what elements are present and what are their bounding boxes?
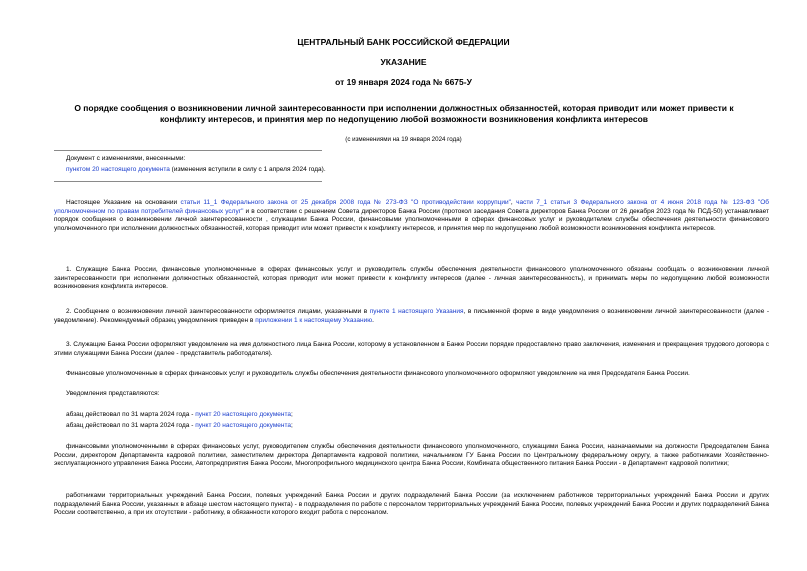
p2-text-2: , в письменной форме в виде уведомления о возникновении личной заинтересованности (далее - уведомление). Рекомендуемый образец уведомления приведен в <box>54 308 769 324</box>
changes-note-text: (изменения вступили в силу с 1 апреля 2024 года). <box>169 166 326 173</box>
paragraph-6: финансовыми уполномоченными в сферах финансовых услуг, руководителем службы обеспечения деятельности финансового уполномоченного, служащими Банка России, назначаемыми на должности Председателем Банка России, директором Департамента кадровой политики, заместителем директора Департамента кадровой политики, начальником ГУ Банка России по Центральному федеральному округу, а также работниками Хозяйственно-эксплуатационного управления Банка России, Автопредприятия Банка России, Многопрофильного медицинского центра Банка России, Комбината общественного питания Банка России - в Департамент кадровой политики; <box>54 443 769 468</box>
document-title: О порядке сообщения о возникновении личной заинтересованности при исполнении должностных обязанностей, которая приводит или может привести к конфликту интересов, и принятия мер по недопущению любой возможности возникновения конфликта интересов <box>74 103 734 124</box>
paragraph-5: Уведомления представляются: <box>66 390 160 397</box>
p2-text-1: 2. Сообщение о возникновении личной заинтересованности оформляется лицами, указанными в <box>66 308 370 315</box>
paragraph-1: 1. Служащие Банка России, финансовые уполномоченные в сферах финансовых услуг и руководитель службы обеспечения деятельности финансового уполномоченного обязаны сообщать о возникновении личной заинтересованности при исполнении должностных обязанностей, которая приводит или может привести к конфликту интересов (далее - личная заинтересованность), и принимать меры по недопущению любой возможности возникновения конфликта интересов. <box>54 266 769 291</box>
law-273-fz-link[interactable]: статьи 11_1 Федерального закона от 25 декабря 2008 года № 273-ФЗ "О противодействии коррупции" <box>180 199 511 206</box>
document-date-number: от 19 января 2024 года № 6675-У <box>335 77 472 87</box>
changes-divider-bottom <box>54 181 322 182</box>
point-20-link-2[interactable]: пункт 20 настоящего документа <box>195 422 292 429</box>
paragraph-3: 3. Служащие Банка России оформляют уведомление на имя должностного лица Банка России, которому в установленном в Банке России порядке предоставлено право заключения, изменения и прекращения трудового договора с этими служащими Банка России (далее - представитель работодателя). <box>54 341 769 357</box>
document-type-heading: УКАЗАНИЕ <box>380 57 427 67</box>
paragraph-2 <box>54 308 769 325</box>
paragraph-7: работниками территориальных учреждений Банка России, полевых учреждений Банка России и других подразделений Банка России (за исключением работников территориальных учреждений Банка России и других подразделений Банка России, указанных в абзаце шестом настоящего пункта) - в подразделения по работе с персоналом территориальных учреждений Банка России, полевых учреждений Банка России и других подразделений Банка России соответственно, а при их отсутствии - работнику, в обязанности которого входит работа с персоналом. <box>54 492 769 517</box>
expired-clause-2-end: ; <box>291 422 293 429</box>
expired-clause-1 <box>54 411 769 420</box>
p2-text-3: . <box>372 316 374 324</box>
intro-text-3: и в соответствии с решением Совета директоров Банка России (протокол заседания Совета директоров Банка России от 26 декабря 2023 года № ПСД-50) устанавливает порядок сообщения о возникновении личной заинтересованности , служащими Банка России, финансовыми уполномоченными в сферах финансовых услуг и руководителем службы обеспечения деятельности финансового уполномоченного при исполнении должностных обязанностей, которая приводит или может привести к конфликту интересов, и принятия мер по недопущению любой возможности возникновения конфликта интересов. <box>54 207 769 233</box>
changes-note-line <box>66 166 326 175</box>
expired-clause-1-text: абзац действовал по 31 марта 2024 года - <box>66 411 196 418</box>
intro-text-1: Настоящее Указание на основании <box>66 199 181 206</box>
point-1-link[interactable]: пункте 1 настоящего Указания <box>369 308 464 315</box>
changes-divider-top <box>54 150 322 151</box>
appendix-1-link[interactable]: приложении 1 к настоящему Указанию <box>255 316 373 324</box>
issuer-heading: ЦЕНТРАЛЬНЫЙ БАНК РОССИЙСКОЙ ФЕДЕРАЦИИ <box>297 37 510 47</box>
expired-clause-2 <box>54 422 769 431</box>
expired-clause-2-text: абзац действовал по 31 марта 2024 года - <box>66 422 196 429</box>
point-20-link-1[interactable]: пункт 20 настоящего документа <box>195 411 292 418</box>
expired-clause-1-end: ; <box>291 411 293 418</box>
edition-note: (с изменениями на 19 января 2024 года) <box>345 136 462 143</box>
law-123-fz-link[interactable]: части 7_1 статьи 3 Федерального закона от 4 июня 2018 года № 123-ФЗ "Об уполномоченном по правам потребителей финансовых услуг" <box>54 199 769 215</box>
changes-note-heading: Документ с изменениями, внесенными: <box>66 155 186 162</box>
paragraph-4: Финансовые уполномоченные в сферах финансовых услуг и руководитель службы обеспечения деятельности финансового уполномоченного оформляют уведомление на имя Председателя Банка России. <box>66 370 690 377</box>
intro-paragraph <box>54 199 769 234</box>
changes-link[interactable]: пунктом 20 настоящего документа <box>66 166 170 173</box>
intro-text-2: , <box>510 199 517 206</box>
